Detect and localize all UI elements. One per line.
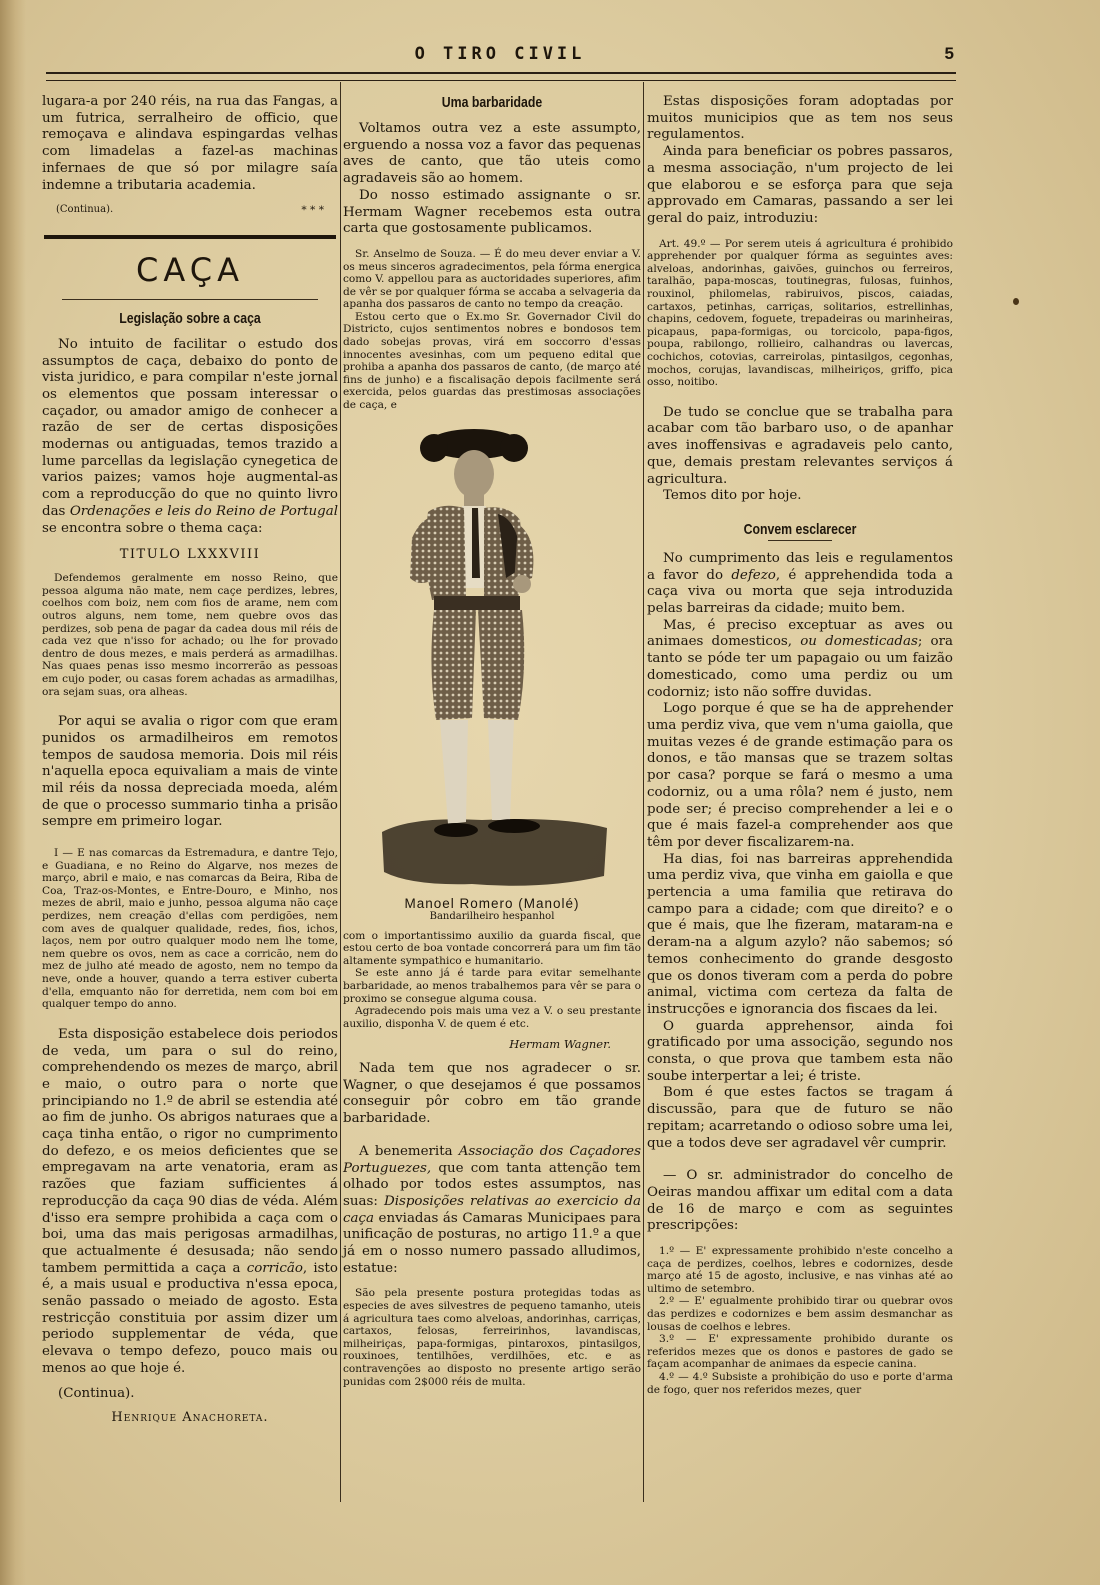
page-number: 5: [944, 44, 954, 63]
article-paragraph: O guarda apprehensor, ainda foi gratificado por uma associção, segundo nos consta, o que prova que tambem esta não soube interpertar a lei; é triste.: [647, 1018, 953, 1084]
author-signature: Henrique Anachoreta.: [111, 1410, 269, 1426]
photo-caption: Manoel Romero (Manolé): [404, 895, 580, 911]
article-paragraph: Esta disposição estabelece dois periodos de veda, um para o sul do reino, comprehendendo os mezes de março, abril e maio, o outro para o norte que principiando no 1.º de abril se estendia até ao fim de junho. Os abrigos naturaes que a caça tinha então, o rigor no cumprimento do defezo, e os meios deficientes que se empregavam na arte venatoria, eram as razões que faziam sufficientes á reproducção da caça 90 dias de véda. Além d'isso era sempre prohibida a caça com o boi, uma das mais perigosas armadilhas, que actualmente é desusada; não sendo tambem permittida a caça a corricão, isto é, a mais usual e productiva n'essa epoca, senão passado o meiado de agosto. Esta restricção constituia por assim dizer um periodo supplementar de véda, que elevava o tempo defezo, pouco mais ou menos ao que hoje é.: [42, 1026, 338, 1376]
edict-item: 1.º — E' expressamente prohibido n'este concelho a caça de perdizes, coelhos, lebres e codornizes, desde março até 15 de agosto, inclusive, e nas vinhas até ao ultimo de setembro.: [647, 1245, 953, 1295]
article-paragraph: Do nosso estimado assignante o sr. Hermam Wagner recebemos esta outra carta que gostosamente publicamos.: [343, 187, 641, 237]
article-paragraph: No intuito de facilitar o estudo dos assumptos de caça, debaixo do ponto de vista juridico, e para compilar n'este jornal os elementos que possam interessar o caçador, ou amador amigo de conhecer a razão de ser de certas disposições modernas ou antiguadas, temos trazido a lume parcellas da legislação cynegetica de varios paizes; vamos hoje augmental-as com a reproducção do que no quinto livro das Ordenações e leis do Reino de Portugal se encontra sobre o thema caça:: [42, 336, 338, 536]
letter-paragraph: Sr. Anselmo de Souza. — É do meu dever enviar a V. os meus sinceros agradecimentos, pela fórma energica como V. appellou para as auctoridades superiores, afim de vêr se por qualquer fórma se accaba a selvageria da apanha dos passaros de canto no tempo da creação.: [343, 247, 641, 311]
matador-illustration: [372, 428, 612, 890]
matador-photo: [372, 428, 612, 890]
article-paragraph: A benemerita Associação dos Caçadores Portuguezes, que com tanta attenção tem olhado por todos estes assumptos, nas suas: Disposições relativas ao exercicio da caça enviadas ás Camaras Municipaes para unificação de posturas, no artigo 11.º a que já em o nosso numero passado alludimos, estatue:: [343, 1143, 641, 1276]
column-right: [647, 94, 953, 1396]
column-middle: [343, 94, 641, 1388]
article-paragraph: Estas disposições foram adoptadas por muitos municipios que as tem nos seus regulamentos.: [647, 94, 953, 143]
page-header: [46, 44, 954, 66]
edict-item: 2.º — E' egualmente prohibido tirar ou quebrar ovos das perdizes e codornizes e bem assim desmanchar as lousas de coelhos e lebres.: [647, 1295, 953, 1333]
article-paragraph: — O sr. administrador do concelho de Oeiras mandou affixar um edital com a data de 16 de março e com as seguintes prescripções:: [647, 1168, 953, 1234]
ink-blot: [1013, 298, 1019, 305]
edict-item: 3.º — E' expressamente prohibido durante os referidos mezes que os donos e pastores de gado se façam acompanhar de animaes da especie canina.: [647, 1333, 953, 1371]
letter-paragraph: Estou certo que o Ex.mo Sr. Governador Civil do Districto, cujos sentimentos nobres e bondosos tem dado sobejas provas, virá em soccorro d'essas innocentes avesinhas, com um pequeno edital que prohiba a apanha dos passaros de canto, (de março até fins de junho) e a fiscalisação depois facilmente será exercida, pelos guardas das prestimosas associações de caça, e: [343, 310, 641, 412]
header-rule: [46, 72, 956, 81]
law-quote: Art. 49.º — Por serem uteis á agricultura é prohibido apprehender por qualquer fórma as seguintes aves: alveloas, andorinhas, gaivões, guinchos ou ferreiros, taralhão, papa-moscas, toutinegras, fulosas, fuinhos, rouxinol, philomelas, rabiruivos, piscos, caiadas, cartaxos, petinhas, carriças, solitarios, estrellinhas, chapins, cedovem, foguete, trepadeiras ou marinheiras, picapaus, papa-formigas, ou torcicolo, papa-figos, poupa, rabilongo, rollieiro, calhandras ou lavercas, cochichos, cotovias, carreirolas, pintasilgos, cegonhas, mochos, corujas, lavandiscas, milheiriços, griffo, pica osso, noitibo.: [647, 237, 953, 389]
section-subrule: [62, 299, 318, 300]
article-title: Convem esclarecer: [743, 520, 857, 538]
article-paragraph: Ha dias, foi nas barreiras apprehendida uma perdiz viva, que vinha em gaiolla e que pertencia a uma familia que retirava do campo para a cidade; com que direito? e o que é mais, que lhe fizeram, mataram-na e deram-na a algum azylo? não sabemos; só temos conhecimento do grande desgosto que os donos tiveram com a perda do pobre animal, victima com certeza da falta de instrucções e ignorancia dos fiscaes da lei.: [647, 851, 953, 1017]
law-quote: São pela presente postura protegidas todas as especies de aves silvestres de pequeno tamanho, uteis á agricultura taes como alveloas, andorinhas, carriças, cartaxos, felosas, ferreirinhos, lavandiscas, milheiriças, papa-formigas, pintaroxos, pintasilgos, rouxinoes, tentilhões, verdilhões, etc. e as contravenções ao disposto no presente artigo serão punidas com 2$000 réis de multa.: [343, 1287, 641, 1388]
edict-item: 4.º — 4.º Subsiste a prohibição do uso e porte d'arma de fogo, quer nos referidos mezes, quer: [647, 1371, 953, 1396]
law-quote: Defendemos geralmente em nosso Reino, que pessoa alguma não mate, nem caçe perdizes, lebres, coelhos com boiz, nem com fios de arame, nem com outros alguns, nem tome, nem quebre ovos das perdizes, sob pena de pagar da cadea dous mil réis de cada vez que n'isso for achado; ou lhe for provado dentro de dous mezes, e mais perderá as armadilhas. Nas quaes penas isso mesmo incorrerão as pessoas em cujo poder, ou casas forem achadas as armadilhas, ora sejam suas, ora alheas.: [42, 572, 338, 698]
law-quote: I — E nas comarcas da Estremadura, e dantre Tejo, e Guadiana, e no Reino do Algarve, nos mezes de março, abril e maio, e nas comarcas da Beira, Riba de Coa, Traz-os-Montes, e Entre-Douro, e Minho, nos mezes de abril, maio e junho, pessoa alguma não caçe perdizes, nem creação d'ellas com perdigões, nem com aves de qualquer qualidade, redes, fios, ichos, laços, nem por outro qualquer modo nem lhe tome, nem quebre os ovos, nem as cace a corricão, nem do mez de julho até meado de agosto, nem no tempo da neve, onde a houver, quando a terra estiver cuberta d'ella, emquanto não for derretida, nem com boi em qualquer tempo do anno.: [42, 847, 338, 1011]
letter-paragraph: com o importantissimo auxilio da guarda fiscal, que estou certo de boa vontade concorrerá para um fim tão altamente sympathico e humanitario.: [343, 929, 641, 967]
letter-paragraph: Agradecendo pois mais uma vez a V. o seu prestante auxilio, disponha V. de quem é etc.: [343, 1005, 641, 1030]
article-paragraph: Mas, é preciso exceptuar as aves ou animaes domesticos, ou domesticadas; ora tanto se póde ter um papagaio ou um faizão domesticado, como uma perdiz ou um codorniz; isto não soffre duvidas.: [647, 617, 953, 700]
article-paragraph: Bom é que estes factos se tragam á discussão, para que de futuro se não repitam; acarretando o odioso sobre uma lei, que a todos deve ser agradavel vêr cumprir.: [647, 1085, 953, 1151]
article-continuation: lugara-a por 240 réis, na rua das Fangas, a um futrica, serralheiro de officio, que remoçava e alindava espingardas velhas com limadelas a fazel-as machinas infernaes de que só por milagre saía indemne a tributaria academia.: [42, 94, 338, 193]
section-title: CAÇA: [136, 250, 244, 289]
column-divider: [340, 82, 341, 1502]
article-title: Legislação sobre a caça: [119, 309, 261, 327]
letter-signature: Hermam Wagner.: [509, 1037, 611, 1052]
photo-subcaption: Bandarilheiro hespanhol: [429, 910, 555, 922]
continua-label: (Continua).: [58, 1385, 135, 1401]
page-edge: [0, 0, 26, 1585]
letter-paragraph: Se este anno já é tarde para evitar semelhante barbaridade, ao menos trabalhemos para vêr se para o proximo se consegue alguma cousa.: [343, 967, 641, 1005]
article-paragraph: Por aqui se avalia o rigor com que eram punidos os armadilheiros em remotos tempos de saudosa memoria. Dois mil réis n'aquella epoca equivaliam a mais de vinte mil réis da nossa depreciada moeda, além de que o processo summario tinha a prisão sempre em primeiro logar.: [42, 714, 338, 830]
continua-label: (Continua).: [56, 204, 114, 216]
article-paragraph: Nada tem que nos agradecer o sr. Wagner, o que desejamos é que possamos conseguir pôr cobro em tão grande barbaridade.: [343, 1060, 641, 1127]
newspaper-title: O TIRO CIVIL: [414, 44, 586, 64]
title-underline: [768, 540, 832, 541]
article-paragraph: Logo porque é que se ha de apprehender uma perdiz viva, que vem n'uma gaiolla, que muitas vezes é de grande estimação para os donos, e tão mansas que se trazem soltas por casa? porque se fará o mesmo a uma codorniz, ou a uma rôla? nem é justo, nem pode ser; é preciso comprehender a lei e o que é mais fazel-a comprehender aos que têm por dever fiscalizarem-na.: [647, 701, 953, 850]
article-paragraph: No cumprimento das leis e regulamentos a favor do defezo, é apprehendida toda a caça viva ou morta que seja introduzida pelas barreiras da cidade; muito bem.: [647, 550, 953, 617]
article-title: Uma barbaridade: [441, 94, 543, 111]
article-paragraph: Ainda para beneficiar os pobres passaros, a mesma associação, n'um projecto de lei que elaborou e se esforça para que seja approvado em Camaras, passando a ser lei geral do paiz, introduziu:: [647, 144, 953, 226]
section-rule: [44, 235, 336, 239]
column-divider: [643, 82, 644, 1502]
asterisk-divider: * * *: [301, 204, 324, 217]
column-left: [42, 94, 338, 1427]
article-paragraph: Temos dito por hoje.: [663, 488, 802, 504]
law-title: TITULO LXXXVIII: [119, 547, 261, 563]
article-paragraph: De tudo se conclue que se trabalha para acabar com tão barbaro uso, o de apanhar aves inoffensivas e agradaveis pelo canto, que, demais prestam relevantes serviços á agricultura.: [647, 404, 953, 487]
article-paragraph: Voltamos outra vez a este assumpto, erguendo a nossa voz a favor das pequenas aves de canto, que tão uteis como agradaveis são ao homem.: [343, 121, 641, 187]
